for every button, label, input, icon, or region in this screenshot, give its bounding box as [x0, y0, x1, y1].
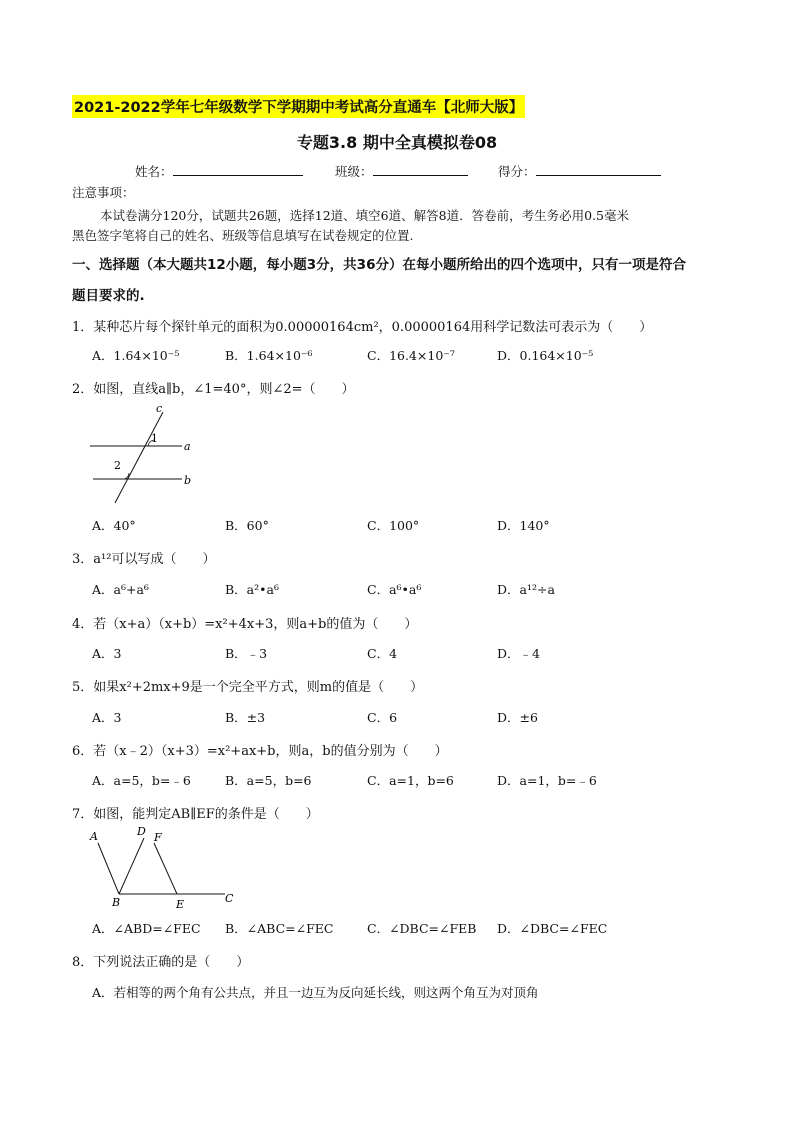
- label-2: 2: [114, 459, 121, 472]
- paper-title: 专题3.8 期中全真模拟卷08: [296, 133, 498, 152]
- class-field: [335, 162, 468, 180]
- q7-option-c[interactable]: C．∠DBC=∠FEB: [367, 921, 477, 936]
- q1-option-b[interactable]: B．1.64×10⁻⁶: [225, 348, 313, 363]
- label-b: b: [184, 474, 192, 487]
- q1-option-c[interactable]: C．16.4×10⁻⁷: [367, 348, 455, 363]
- label-C: C: [225, 892, 234, 905]
- segment-ef: [154, 843, 177, 894]
- angle-lines-figure: [85, 822, 245, 910]
- line-c: [115, 412, 163, 503]
- question-1-stem: 1．某种芯片每个探针单元的面积为0.00000164cm²，0.00000164用科学记数法可表示为（ ）: [72, 320, 653, 335]
- parallel-lines-figure: [85, 400, 205, 506]
- segment-bd: [119, 838, 144, 894]
- q3-option-b[interactable]: B．a²•a⁶: [225, 582, 279, 597]
- q1-option-d[interactable]: D．0.164×10⁻⁵: [497, 348, 594, 363]
- q3-option-c[interactable]: C．a⁶•a⁶: [367, 582, 422, 597]
- q4-option-d[interactable]: D．﹣4: [497, 646, 540, 661]
- q3-option-a[interactable]: A．a⁶+a⁶: [92, 582, 149, 597]
- label-E: E: [176, 898, 185, 910]
- q4-option-b[interactable]: B．﹣3: [225, 646, 268, 661]
- q7-option-a[interactable]: A．∠ABD=∠FEC: [92, 921, 201, 936]
- notice-line-1: 本试卷满分120分，试题共26题，选择12道、填空6道、解答8道．答卷前，考生务必用0.5毫米: [100, 208, 629, 223]
- question-2-stem: 2．如图，直线a∥b，∠1=40°，则∠2=（ ）: [72, 382, 355, 397]
- q2-option-a[interactable]: A．40°: [92, 518, 136, 533]
- name-field: [135, 162, 303, 180]
- question-7-stem: 7．如图，能判定AB∥EF的条件是（ ）: [72, 807, 319, 822]
- q7-option-d[interactable]: D．∠DBC=∠FEC: [497, 921, 608, 936]
- q2-option-c[interactable]: C．100°: [367, 518, 420, 533]
- question-3-stem: 3．a¹²可以写成（ ）: [72, 552, 216, 567]
- q5-option-b[interactable]: B．±3: [225, 710, 266, 725]
- q6-option-d[interactable]: D．a=1，b=﹣6: [497, 773, 597, 788]
- q5-option-a[interactable]: A．3: [92, 710, 122, 725]
- section-heading-line-2: 题目要求的.: [72, 288, 145, 304]
- notice-line-2: 黑色签字笔将自己的姓名、班级等信息填写在试卷规定的位置.: [72, 228, 414, 243]
- q2-option-d[interactable]: D．140°: [497, 518, 550, 533]
- label-c: c: [156, 402, 163, 415]
- q5-option-d[interactable]: D．±6: [497, 710, 538, 725]
- name-blank[interactable]: [173, 163, 303, 176]
- q2-option-b[interactable]: B．60°: [225, 518, 269, 533]
- q8-option-a[interactable]: A．若相等的两个角有公共点，并且一边互为反向延长线，则这两个角互为对顶角: [92, 985, 539, 1000]
- class-blank[interactable]: [373, 163, 468, 176]
- q6-option-c[interactable]: C．a=1，b=6: [367, 773, 454, 788]
- score-label: 得分：: [498, 164, 536, 179]
- q7-option-b[interactable]: B．∠ABC=∠FEC: [225, 921, 334, 936]
- name-label: 姓名：: [135, 164, 173, 179]
- question-4-stem: 4．若（x+a）（x+b）=x²+4x+3，则a+b的值为（ ）: [72, 617, 418, 632]
- question-5-stem: 5．如果x²+2mx+9是一个完全平方式，则m的值是（ ）: [72, 680, 424, 695]
- q4-option-c[interactable]: C．4: [367, 646, 398, 661]
- q1-option-a[interactable]: A．1.64×10⁻⁵: [92, 348, 180, 363]
- segment-ab: [98, 843, 119, 894]
- label-a: a: [184, 440, 191, 453]
- series-banner: 2021-2022学年七年级数学下学期期中考试高分直通车【北师大版】: [72, 95, 525, 118]
- label-B: B: [112, 896, 121, 909]
- score-field: [498, 162, 661, 180]
- q6-option-b[interactable]: B．a=5，b=6: [225, 773, 312, 788]
- label-A: A: [90, 830, 98, 843]
- label-1: 1: [151, 432, 158, 445]
- q4-option-a[interactable]: A．3: [92, 646, 122, 661]
- question-6-stem: 6．若（x﹣2）（x+3）=x²+ax+b，则a，b的值分别为（ ）: [72, 744, 448, 759]
- score-blank[interactable]: [536, 163, 661, 176]
- section-heading-line-1: 一、选择题（本大题共12小题，每小题3分，共36分）在每小题所给出的四个选项中，只有一项是符合: [72, 257, 686, 273]
- q3-option-d[interactable]: D．a¹²÷a: [497, 582, 555, 597]
- class-label: 班级：: [335, 164, 373, 179]
- label-F: F: [154, 831, 162, 844]
- q6-option-a[interactable]: A．a=5，b=﹣6: [92, 773, 191, 788]
- notice-heading: 注意事项：: [72, 185, 135, 200]
- question-8-stem: 8．下列说法正确的是（ ）: [72, 955, 250, 970]
- label-D: D: [137, 825, 146, 838]
- q5-option-c[interactable]: C．6: [367, 710, 398, 725]
